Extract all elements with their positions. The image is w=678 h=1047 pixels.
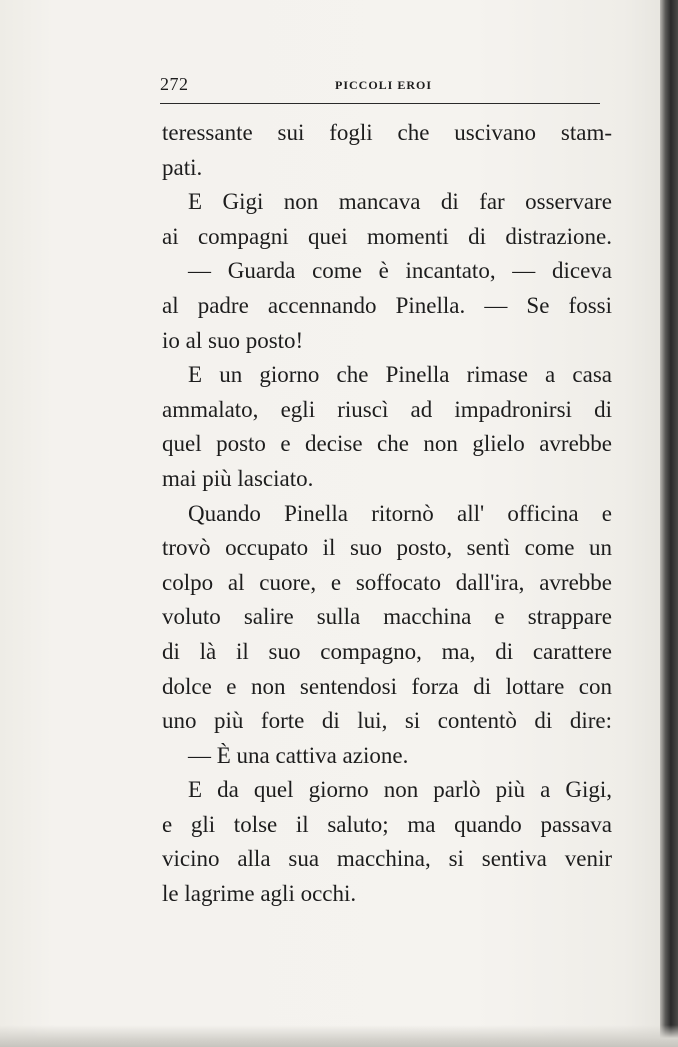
- text-line: E Gigi non mancava di far osservare: [188, 189, 612, 215]
- text-line: colpo al cuore, e soffocato dall'ira, avrebbe: [162, 569, 612, 595]
- page-number: 272: [160, 74, 189, 94]
- text-line: io al suo posto!: [162, 327, 304, 353]
- text-line: ammalato, egli riuscì ad impadronirsi di: [162, 396, 612, 422]
- text-line: quel posto e decise che non glielo avrebbe: [162, 431, 612, 457]
- text-line: uno più forte di lui, si contentò di dire:: [162, 708, 612, 734]
- text-line: pati.: [162, 154, 203, 180]
- text-line: e gli tolse il saluto; ma quando passava: [162, 811, 612, 837]
- text-line: E da quel giorno non parlò più a Gigi,: [188, 777, 612, 803]
- text-line: E un giorno che Pinella rimase a casa: [188, 362, 612, 388]
- page-header: [160, 74, 600, 98]
- text-line: dolce e non sentendosi forza di lottare con: [162, 673, 612, 699]
- text-line: trovò occupato il suo posto, sentì come un: [162, 535, 612, 561]
- page-edge-shadow: [660, 0, 678, 1047]
- text-line: al padre accennando Pinella. — Se fossi: [162, 292, 612, 318]
- text-line: Quando Pinella ritornò all' officina e: [188, 500, 612, 526]
- text-line: le lagrime agli occhi.: [162, 881, 357, 907]
- text-line: voluto salire sulla macchina e strappare: [162, 604, 612, 630]
- text-line: mai più lasciato.: [162, 465, 314, 491]
- body-text: [162, 116, 612, 912]
- text-line: — Guarda come è incantato, — diceva: [188, 258, 612, 284]
- text-line: teressante sui fogli che uscivano stam-: [162, 120, 612, 145]
- text-line: — È una cattiva azione.: [188, 742, 409, 768]
- header-rule: [160, 103, 600, 104]
- page-bottom-shadow: [0, 1025, 678, 1047]
- text-line: di là il suo compagno, ma, di carattere: [162, 638, 612, 664]
- running-head: PICCOLI EROI: [335, 78, 433, 92]
- text-line: ai compagni quei momenti di distrazione.: [162, 223, 612, 249]
- text-line: vicino alla sua macchina, si sentiva venir: [162, 846, 612, 872]
